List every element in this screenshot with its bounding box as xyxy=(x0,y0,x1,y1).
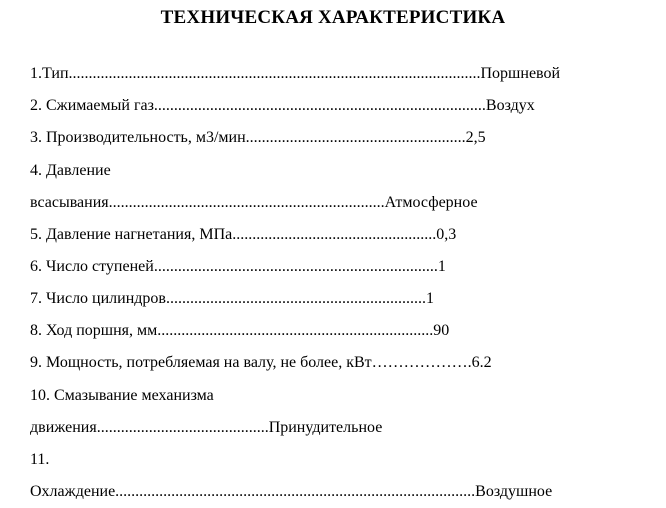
spec-line-stages: 6. Число ступеней.......................................................................1 xyxy=(30,258,446,275)
spec-line-power: 9. Мощность, потребляемая на валу, не более, кВт……………….6.2 xyxy=(30,354,492,371)
spec-line-lubrication-value: движения...........................................Принудительное xyxy=(30,419,383,436)
spec-line-capacity: 3. Производительность, м3/мин.......................................................2,5 xyxy=(30,129,486,146)
spec-line-cylinders: 7. Число цилиндров.................................................................1 xyxy=(30,290,434,307)
spec-line-discharge-pressure: 5. Давление нагнетания, МПа...................................................0,3 xyxy=(30,226,457,243)
document-title: ТЕХНИЧЕСКАЯ ХАРАКТЕРИСТИКА xyxy=(160,7,506,28)
spec-line-lubrication-label: 10. Смазывание механизма xyxy=(30,387,214,404)
spec-line-cooling-value: Охлаждение..........................................................................................Воздушное xyxy=(30,483,553,500)
spec-line-cooling-label: 11. xyxy=(30,451,50,468)
spec-line-stroke: 8. Ход поршня, мм.....................................................................90 xyxy=(30,322,450,339)
spec-line-gas: 2. Сжимаемый газ...................................................................................Воздух xyxy=(30,97,535,114)
spec-line-suction-label: 4. Давление xyxy=(30,162,111,179)
spec-line-suction-value: всасывания.....................................................................Атмосферное xyxy=(30,194,478,211)
spec-line-type: 1.Тип.......................................................................................................Поршневой xyxy=(30,65,561,82)
